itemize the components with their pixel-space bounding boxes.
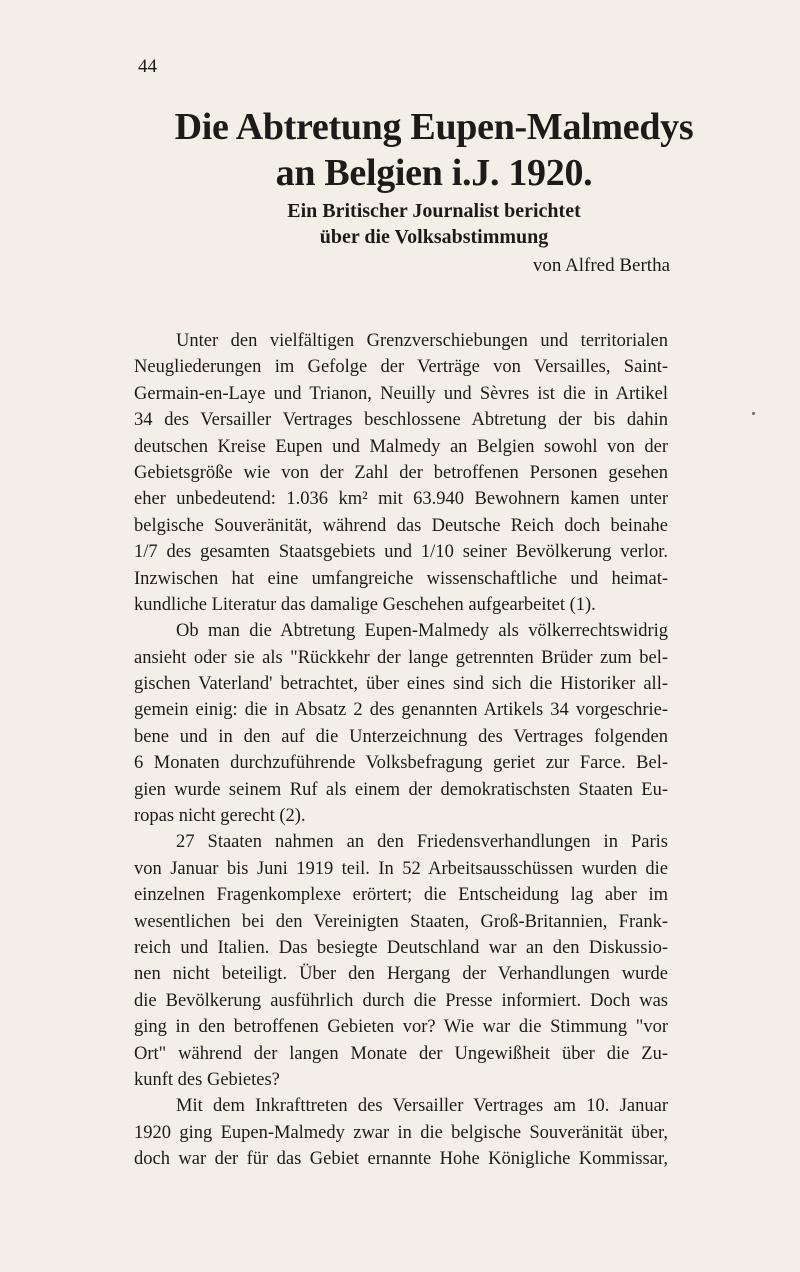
text-line: kundliche Literatur das damalige Geschehen aufgearbeitet (1). (134, 594, 596, 615)
author-byline: von Alfred Bertha (532, 255, 670, 276)
text-line: gien wurde seinem Ruf als einem der demokratischsten Staaten Eu- (134, 779, 668, 800)
text-line: Ob man die Abtretung Eupen-Malmedy als völkerrechtswidrig (176, 621, 668, 642)
text-line: von Januar bis Juni 1919 teil. In 52 Arbeitsausschüssen wurden die (134, 858, 668, 879)
text-line: nen nicht beteiligt. Über den Hergang der Verhandlungen wurde (134, 964, 668, 985)
subtitle-line: Ein Britischer Journalist berichtet (287, 200, 581, 222)
text-line: Gebietsgröße wie von der Zahl der betroffenen Personen gesehen (134, 462, 668, 483)
subtitle-line: über die Volksabstimmung (319, 226, 549, 248)
text-line: gischen Vaterland' betrachtet, über eines sind sich die Historiker all- (134, 674, 668, 695)
text-line: Unter den vielfältigen Grenzverschiebungen und territorialen (176, 331, 668, 351)
text-line: einzelnen Fragenkomplexe erörtert; die Entscheidung lag aber im (134, 885, 668, 906)
title-line: Die Abtretung Eupen-Malmedys (174, 106, 694, 148)
margin-mark (752, 412, 755, 415)
text-line: 1/7 des gesamten Staatsgebiets und 1/10 seiner Bevölkerung verlor. (134, 542, 668, 563)
article-title (134, 104, 734, 196)
text-line: reich und Italien. Das besiegte Deutschland war an den Diskussio- (134, 937, 668, 958)
text-line: 27 Staaten nahmen an den Friedensverhandlungen in Paris (176, 832, 668, 853)
text-line: Inzwischen hat eine umfangreiche wissenschaftliche und heimat- (134, 568, 668, 589)
text-line: Ort" während der langen Monate der Ungewißheit über die Zu- (134, 1043, 668, 1064)
text-line: doch war der für das Gebiet ernannte Hohe Königliche Kommissar, (134, 1149, 668, 1170)
text-line: deutschen Kreise Eupen und Malmedy an Belgien sowohl von der (134, 436, 668, 457)
text-line: bene und in den auf die Unterzeichnung des Vertrages folgenden (134, 726, 668, 747)
title-line: an Belgien i.J. 1920. (275, 152, 593, 194)
text-line: 1920 ging Eupen-Malmedy zwar in die belgische Souveränität über, (134, 1122, 668, 1143)
text-line: ropas nicht gerecht (2). (134, 806, 306, 827)
article-heading (134, 104, 734, 250)
text-line: wesentlichen bei den Vereinigten Staaten, Groß-Britannien, Frank- (134, 911, 668, 932)
text-line: Neugliederungen im Gefolge der Verträge von Versailles, Saint- (134, 357, 668, 378)
page-number: 44 (138, 56, 157, 77)
text-line: eher unbedeutend: 1.036 km² mit 63.940 Bewohnern kamen unter (134, 489, 668, 510)
article-body (134, 328, 668, 1173)
article-subtitle (134, 198, 734, 250)
text-line: 34 des Versailler Vertrages beschlossene Abtretung der bis dahin (134, 410, 668, 431)
text-line: belgische Souveränität, während das Deutsche Reich doch beinahe (134, 515, 668, 536)
text-line: Mit dem Inkrafttreten des Versailler Vertrages am 10. Januar (176, 1096, 668, 1117)
text-line: ging in den betroffenen Gebieten vor? Wie war die Stimmung "vor (134, 1017, 668, 1038)
text-line: die Bevölkerung ausführlich durch die Presse informiert. Doch was (134, 990, 668, 1011)
text-line: Germain-en-Laye und Trianon, Neuilly und Sèvres ist die in Artikel (134, 383, 668, 404)
text-line: 6 Monaten durchzuführende Volksbefragung geriet zur Farce. Bel- (134, 753, 668, 774)
text-line: gemein einig: die in Absatz 2 des genannten Artikels 34 vorgeschrie- (134, 700, 668, 721)
text-line: ansieht oder sie als "Rückkehr der lange getrennten Brüder zum bel- (134, 647, 668, 668)
text-line: kunft des Gebietes? (134, 1069, 280, 1090)
